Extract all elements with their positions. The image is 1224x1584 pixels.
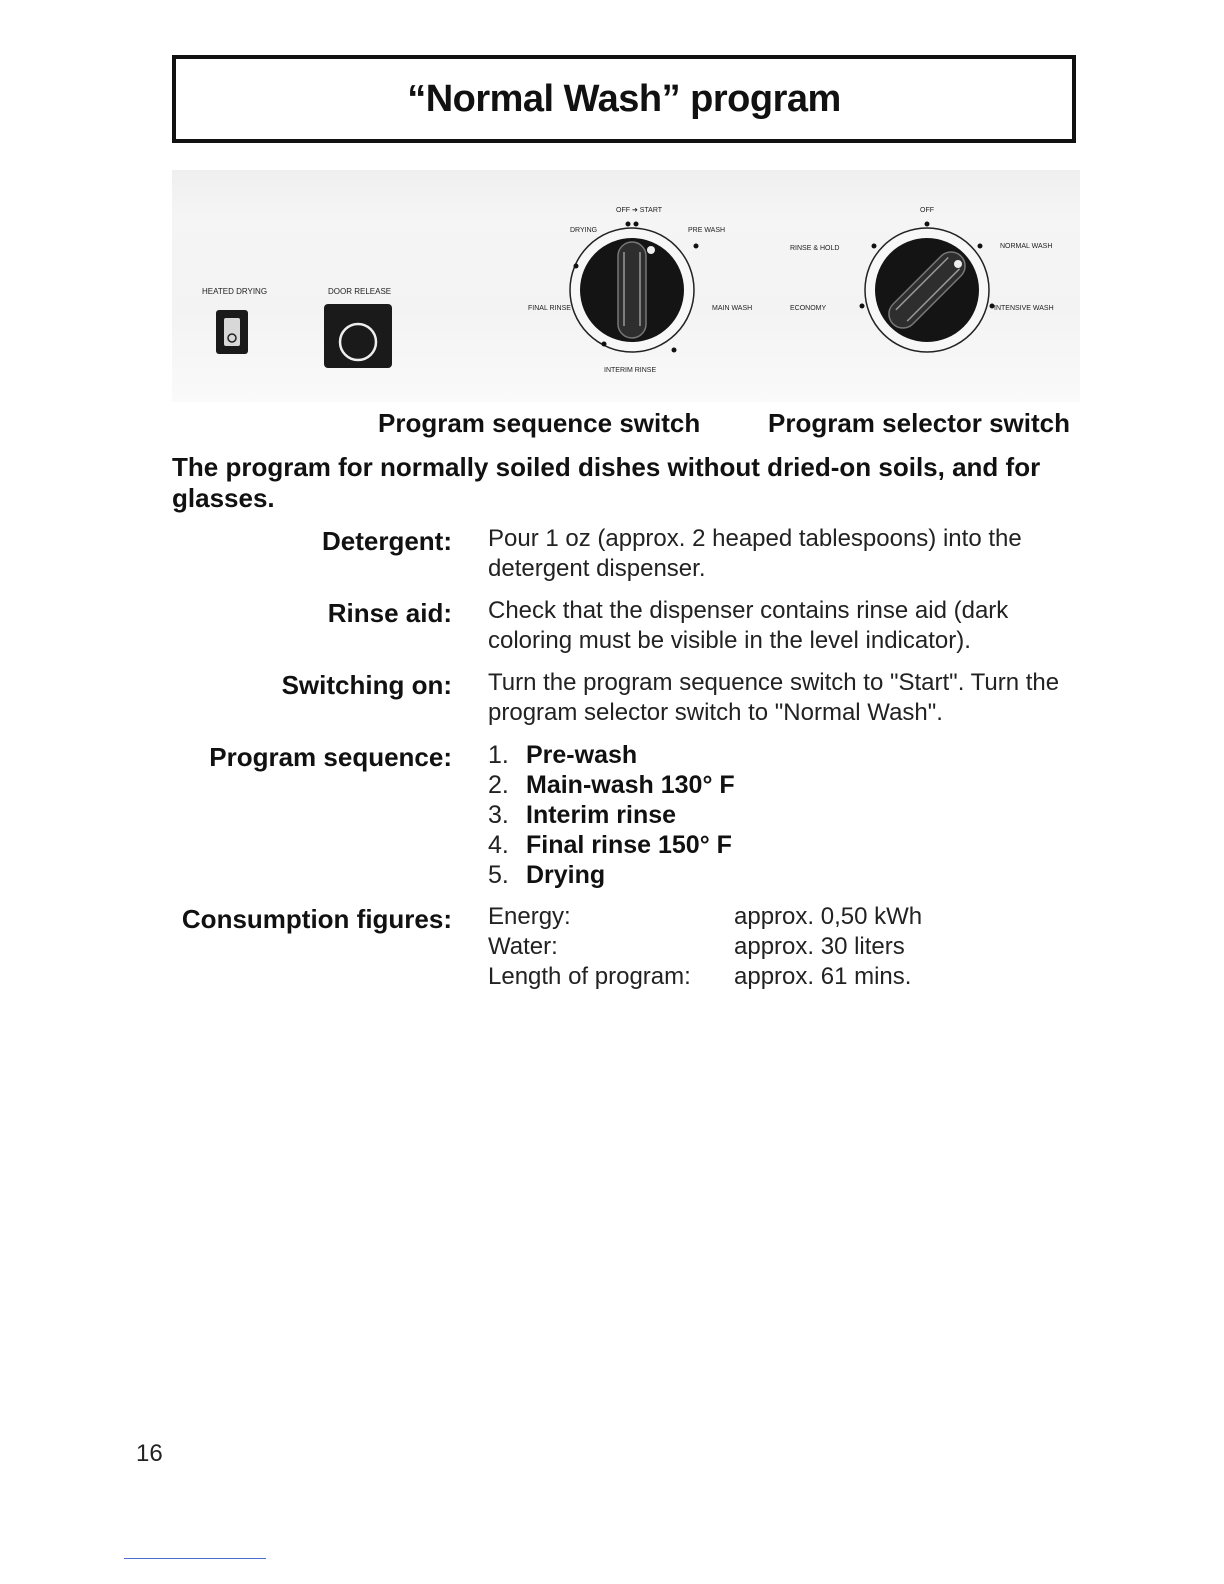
step-text: Final rinse 150° F bbox=[526, 831, 732, 859]
step-number: 2. bbox=[488, 771, 509, 799]
selector-switch-caption: Program selector switch bbox=[768, 408, 1070, 438]
sequence-step bbox=[488, 740, 735, 770]
program-sequence-label: Program sequence: bbox=[209, 742, 452, 772]
detergent-label: Detergent: bbox=[321, 526, 452, 556]
program-sequence-dial[interactable] bbox=[570, 228, 694, 352]
consumption-row bbox=[488, 902, 988, 932]
consumption-row bbox=[488, 932, 988, 962]
consumption-value: approx. 61 mins. bbox=[734, 963, 912, 990]
step-text: Main-wash 130° F bbox=[526, 771, 735, 799]
intensive-wash-label: INTENSIVE WASH bbox=[994, 305, 1054, 312]
consumption-value: approx. 30 liters bbox=[734, 933, 905, 960]
program-selector-dial[interactable] bbox=[865, 228, 989, 352]
drying-label: DRYING bbox=[570, 227, 598, 234]
page-title: “Normal Wash” program bbox=[172, 55, 1076, 143]
switching-on-label: Switching on: bbox=[281, 670, 452, 700]
pre-wash-label: PRE WASH bbox=[688, 227, 726, 234]
interim-rinse-label: INTERIM RINSE bbox=[604, 367, 657, 374]
consumption-key: Water: bbox=[488, 933, 558, 960]
final-rinse-label: FINAL RINSE bbox=[528, 305, 571, 312]
step-text: Drying bbox=[526, 861, 606, 889]
sequence-step bbox=[488, 770, 735, 800]
consumption-value: approx. 0,50 kWh bbox=[734, 903, 923, 930]
switching-on-text: Turn the program sequence switch to "Start". Turn the program selector switch to "Normal Wash". bbox=[488, 669, 1060, 726]
economy-label: ECONOMY bbox=[790, 305, 827, 312]
sequence-switch-caption: Program sequence switch bbox=[378, 408, 701, 438]
step-number: 3. bbox=[488, 801, 509, 829]
rinse-aid-label: Rinse aid: bbox=[327, 598, 452, 628]
consumption-table bbox=[488, 902, 988, 992]
rinse-hold-label: RINSE & HOLD bbox=[790, 245, 840, 252]
control-panel-illustration bbox=[172, 170, 1080, 402]
step-text: Pre-wash bbox=[526, 741, 638, 769]
consumption-row bbox=[488, 962, 988, 992]
sequence-step bbox=[488, 800, 735, 830]
main-wash-label: MAIN WASH bbox=[712, 305, 753, 312]
door-release-label: DOOR RELEASE bbox=[328, 287, 392, 296]
page-number: 16 bbox=[136, 1440, 163, 1467]
step-number: 1. bbox=[488, 741, 509, 769]
door-release-button[interactable] bbox=[324, 304, 392, 368]
heated-drying-label: HEATED DRYING bbox=[202, 287, 268, 296]
detergent-text: Pour 1 oz (approx. 2 heaped tablespoons) into the detergent dispenser. bbox=[488, 525, 1022, 582]
program-sequence-list bbox=[488, 740, 735, 890]
sequence-step bbox=[488, 860, 735, 890]
normal-wash-label: NORMAL WASH bbox=[1000, 243, 1053, 250]
consumption-label: Consumption figures: bbox=[181, 904, 452, 934]
footer-rule bbox=[124, 1558, 266, 1559]
consumption-key: Length of program: bbox=[488, 963, 691, 990]
rinse-aid-text: Check that the dispenser contains rinse aid (dark coloring must be visible in the level indicator). bbox=[488, 597, 1009, 654]
sequence-step bbox=[488, 830, 735, 860]
step-number: 4. bbox=[488, 831, 509, 859]
consumption-key: Energy: bbox=[488, 903, 571, 930]
program-intro: The program for normally soiled dishes without dried-on soils, and for glasses. bbox=[172, 452, 1041, 513]
control-panel-drawing bbox=[172, 170, 1080, 402]
step-number: 5. bbox=[488, 861, 509, 889]
step-text: Interim rinse bbox=[526, 801, 677, 829]
selector-off-label: OFF bbox=[920, 207, 934, 214]
off-start-label: OFF ➜ START bbox=[616, 207, 663, 214]
